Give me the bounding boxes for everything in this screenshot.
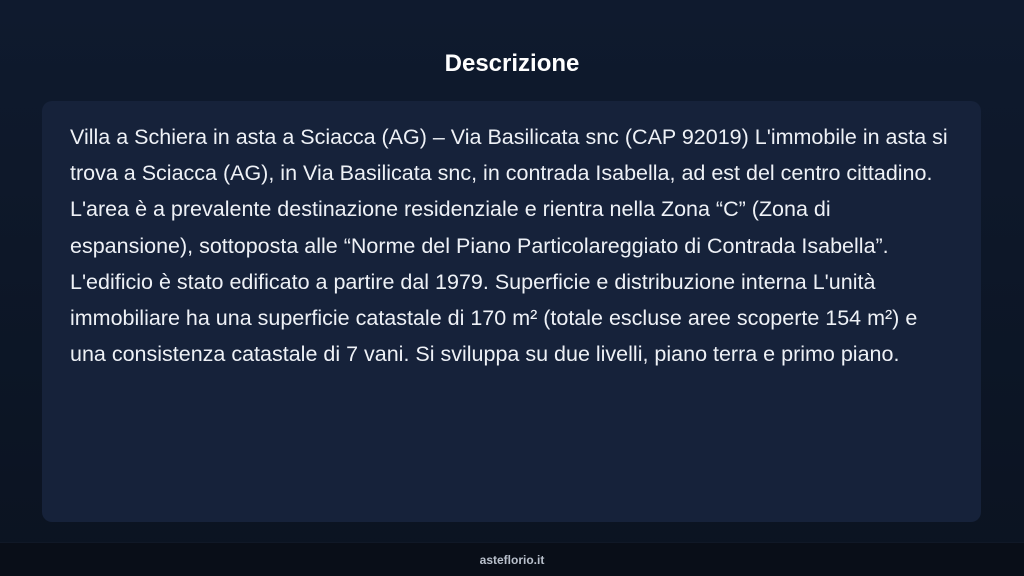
footer (0, 542, 1024, 576)
description-text: Villa a Schiera in asta a Sciacca (AG) – Via Basilicata snc (CAP 92019) L'immobile in asta si trova a Sciacca (AG), in Via Basilicata snc, in contrada Isabella, ad est del centro cittadino. L'area è a prevalente destinazione residenziale e rientra nella Zona “C” (Zona di espansione), sottoposta alle “Norme del Piano Particolareggiato di Contrada Isabella”. L'edificio è stato edificato a partire dal 1979. Superficie e distribuzione interna L'unità immobiliare ha una superficie catastale di 170 m² (totale escluse aree scoperte 154 m²) e una consistenza catastale di 7 vani. Si sviluppa su due livelli, piano terra e primo piano. (70, 125, 948, 367)
footer-site-label: asteflorio.it (479, 553, 545, 567)
description-card (42, 101, 981, 522)
page-title: Descrizione (444, 50, 580, 77)
